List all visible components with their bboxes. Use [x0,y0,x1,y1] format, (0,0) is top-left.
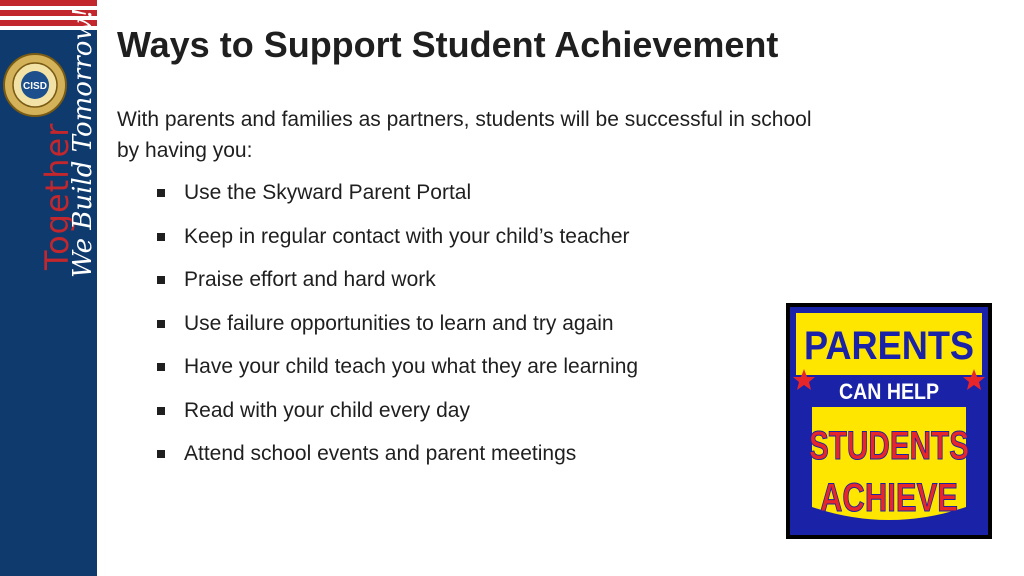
list-item [155,437,638,481]
list-item-text: Have your child teach you what they are learning [184,355,639,378]
list-item [155,263,638,307]
list-item-text: Use the Skyward Parent Portal [184,181,472,204]
bullet-square-icon [157,320,165,328]
poster-line-parents: PARENTS [804,324,974,368]
list-item-text: Keep in regular contact with your child’s teacher [184,224,630,248]
list-item [155,220,638,264]
list-item [155,176,638,220]
bullet-square-icon [157,450,165,458]
list-item-text: Use failure opportunities to learn and try again [184,311,614,335]
seal-text: CISD [23,81,47,92]
together-wordmark: Together [38,122,76,270]
list-item [155,350,638,394]
parents-help-poster-image [786,303,992,539]
page-title: Ways to Support Student Achievement [117,24,779,65]
district-seal-logo [2,52,68,118]
list-item [155,394,638,438]
intro-text: With parents and families as partners, students will be successful in school by having you: [117,108,812,162]
bullet-square-icon [157,276,165,284]
bullet-square-icon [157,363,165,371]
list-item-text: Praise effort and hard work [184,268,436,291]
tagline-wordmark: We Build Tomorrow! [68,7,98,278]
list-item-text: Read with your child every day [184,398,470,422]
poster-artwork [790,307,988,535]
poster-line-students: STUDENTS [809,424,969,468]
list-item [155,307,638,351]
bullet-square-icon [157,407,165,415]
sidebar-banner [0,0,97,576]
bullet-square-icon [157,233,165,241]
poster-line-achieve: ACHIEVE [820,476,958,520]
poster-line-can-help: CAN HELP [839,379,939,404]
bullet-square-icon [157,189,165,197]
list-item-text: Attend school events and parent meetings [184,442,577,465]
bullet-list [155,176,638,481]
